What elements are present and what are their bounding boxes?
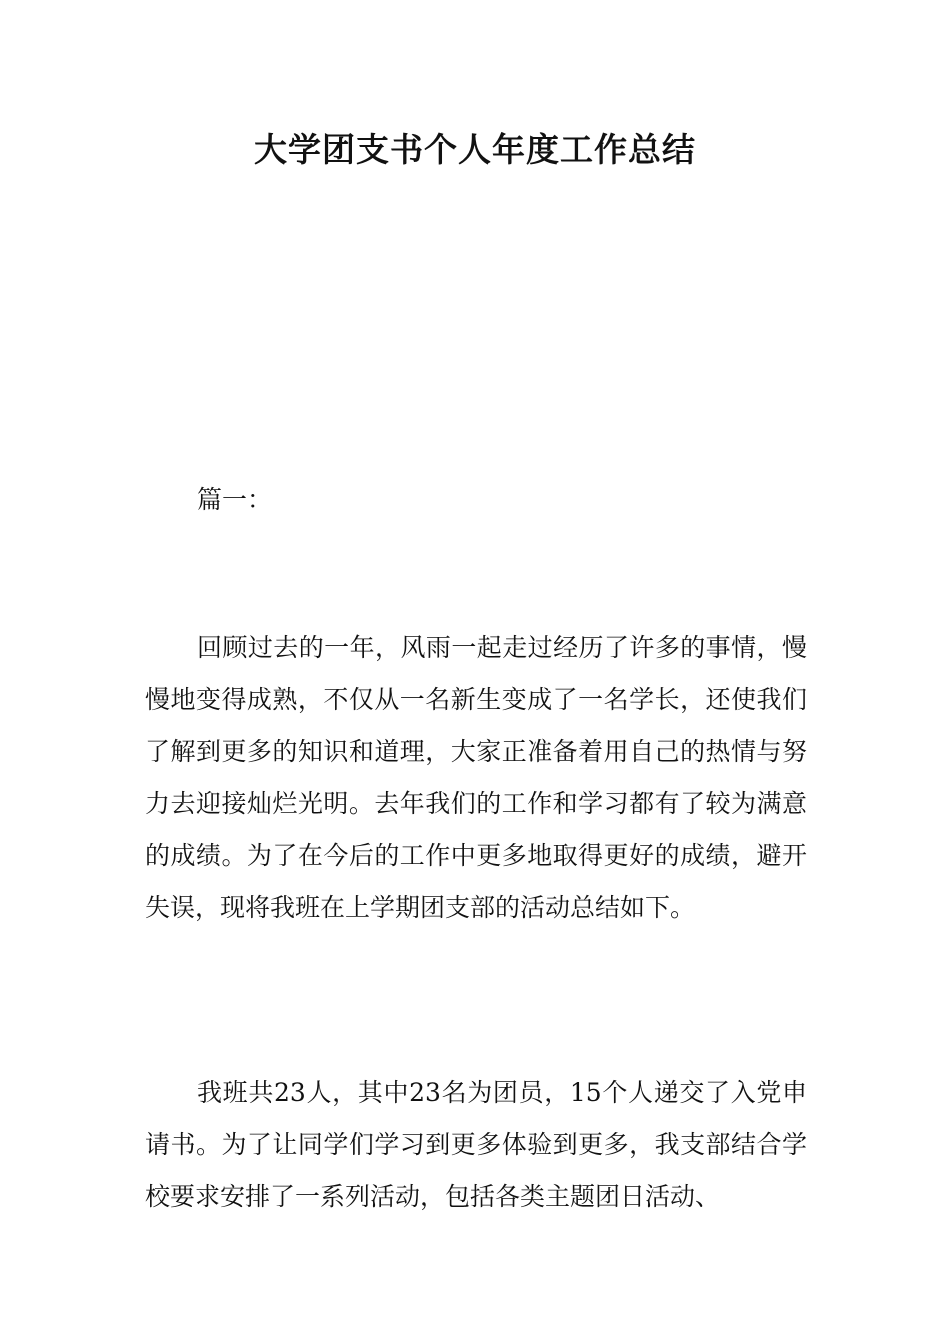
document-title: 大学团支书个人年度工作总结 (254, 130, 696, 169)
body-paragraph-2: 我班共23人，其中23名为团员，15个人递交了入党申请书。为了让同学们学习到更多体验到更多，我支部结合学校要求安排了一系列活动，包括各类主题团日活动、 (145, 1078, 807, 1211)
section-label: 篇一： (197, 485, 273, 514)
body-paragraph-1: 回顾过去的一年，风雨一起走过经历了许多的事情，慢慢地变得成熟，不仅从一名新生变成了一名学长，还使我们了解到更多的知识和道理，大家正准备着用自己的热情与努力去迎接灿烂光明。去年我们的工作和学习都有了较为满意的成绩。为了在今后的工作中更多地取得更好的成绩，避开失误，现将我班在上学期团支部的活动总结如下。 (145, 633, 807, 922)
